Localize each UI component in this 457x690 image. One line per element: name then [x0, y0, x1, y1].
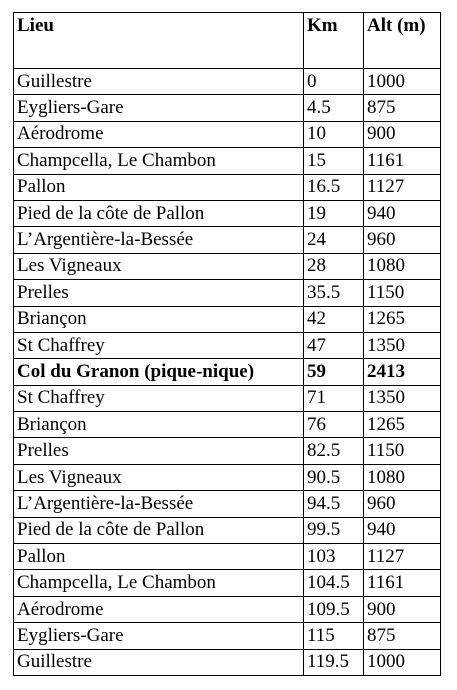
cell-km: 82.5: [304, 438, 364, 464]
cell-alt: 1265: [364, 412, 441, 438]
cell-km: 94.5: [304, 491, 364, 517]
header-row: [14, 13, 441, 69]
cell-alt: 1265: [364, 306, 441, 332]
table-header: [14, 13, 441, 69]
table-row: [14, 544, 441, 570]
cell-alt: 1150: [364, 280, 441, 306]
table-row: [14, 227, 441, 253]
table-row: [14, 200, 441, 226]
cell-lieu: Les Vigneaux: [14, 464, 304, 490]
cell-km: 35.5: [304, 280, 364, 306]
cell-alt: 960: [364, 227, 441, 253]
cell-alt: 1000: [364, 69, 441, 95]
cell-km: 15: [304, 148, 364, 174]
cell-lieu: Pied de la côte de Pallon: [14, 517, 304, 543]
table-row: [14, 306, 441, 332]
table-row: [14, 596, 441, 622]
cell-alt: 1150: [364, 438, 441, 464]
cell-km: 24: [304, 227, 364, 253]
cell-alt: 1350: [364, 385, 441, 411]
table-row: [14, 649, 441, 675]
table-row: [14, 359, 441, 385]
cell-alt: 940: [364, 200, 441, 226]
cell-lieu: Champcella, Le Chambon: [14, 148, 304, 174]
table-row: [14, 412, 441, 438]
table-row: [14, 438, 441, 464]
cell-lieu: Pied de la côte de Pallon: [14, 200, 304, 226]
cell-km: 28: [304, 253, 364, 279]
cell-lieu: Briançon: [14, 412, 304, 438]
cell-km: 19: [304, 200, 364, 226]
cell-alt: 900: [364, 596, 441, 622]
cell-km: 104.5: [304, 570, 364, 596]
cell-lieu: Guillestre: [14, 69, 304, 95]
cell-lieu: Aérodrome: [14, 121, 304, 147]
cell-alt: 2413: [364, 359, 441, 385]
header-lieu: Lieu: [14, 13, 304, 69]
route-table: [13, 12, 441, 676]
cell-km: 42: [304, 306, 364, 332]
cell-km: 10: [304, 121, 364, 147]
table-row: [14, 174, 441, 200]
cell-lieu: St Chaffrey: [14, 332, 304, 358]
header-alt: Alt (m): [364, 13, 441, 69]
table-row: [14, 385, 441, 411]
table-row: [14, 570, 441, 596]
table-row: [14, 253, 441, 279]
cell-km: 109.5: [304, 596, 364, 622]
table-body: [14, 69, 441, 676]
cell-lieu: Guillestre: [14, 649, 304, 675]
cell-lieu: St Chaffrey: [14, 385, 304, 411]
cell-alt: 940: [364, 517, 441, 543]
cell-alt: 1000: [364, 649, 441, 675]
table-row: [14, 332, 441, 358]
cell-km: 90.5: [304, 464, 364, 490]
cell-alt: 1127: [364, 544, 441, 570]
cell-lieu: Eygliers-Gare: [14, 623, 304, 649]
table-row: [14, 148, 441, 174]
cell-km: 99.5: [304, 517, 364, 543]
cell-alt: 960: [364, 491, 441, 517]
cell-lieu: Col du Granon (pique-nique): [14, 359, 304, 385]
cell-lieu: Prelles: [14, 438, 304, 464]
table-row: [14, 623, 441, 649]
cell-alt: 900: [364, 121, 441, 147]
cell-alt: 1350: [364, 332, 441, 358]
table-row: [14, 464, 441, 490]
table-row: [14, 121, 441, 147]
cell-km: 59: [304, 359, 364, 385]
cell-lieu: L’Argentière-la-Bessée: [14, 227, 304, 253]
cell-km: 76: [304, 412, 364, 438]
table-row: [14, 491, 441, 517]
cell-km: 115: [304, 623, 364, 649]
cell-km: 0: [304, 69, 364, 95]
cell-lieu: Eygliers-Gare: [14, 95, 304, 121]
cell-alt: 1161: [364, 148, 441, 174]
cell-alt: 1080: [364, 253, 441, 279]
cell-lieu: Pallon: [14, 174, 304, 200]
table-row: [14, 95, 441, 121]
cell-km: 119.5: [304, 649, 364, 675]
cell-km: 16.5: [304, 174, 364, 200]
cell-alt: 875: [364, 623, 441, 649]
cell-lieu: Champcella, Le Chambon: [14, 570, 304, 596]
header-km: Km: [304, 13, 364, 69]
table-row: [14, 517, 441, 543]
cell-lieu: Prelles: [14, 280, 304, 306]
cell-lieu: Pallon: [14, 544, 304, 570]
table-row: [14, 280, 441, 306]
cell-alt: 875: [364, 95, 441, 121]
table-row: [14, 69, 441, 95]
cell-km: 4.5: [304, 95, 364, 121]
cell-lieu: Aérodrome: [14, 596, 304, 622]
cell-lieu: Les Vigneaux: [14, 253, 304, 279]
cell-km: 71: [304, 385, 364, 411]
cell-km: 103: [304, 544, 364, 570]
cell-alt: 1127: [364, 174, 441, 200]
cell-alt: 1080: [364, 464, 441, 490]
cell-alt: 1161: [364, 570, 441, 596]
cell-km: 47: [304, 332, 364, 358]
cell-lieu: Briançon: [14, 306, 304, 332]
cell-lieu: L’Argentière-la-Bessée: [14, 491, 304, 517]
